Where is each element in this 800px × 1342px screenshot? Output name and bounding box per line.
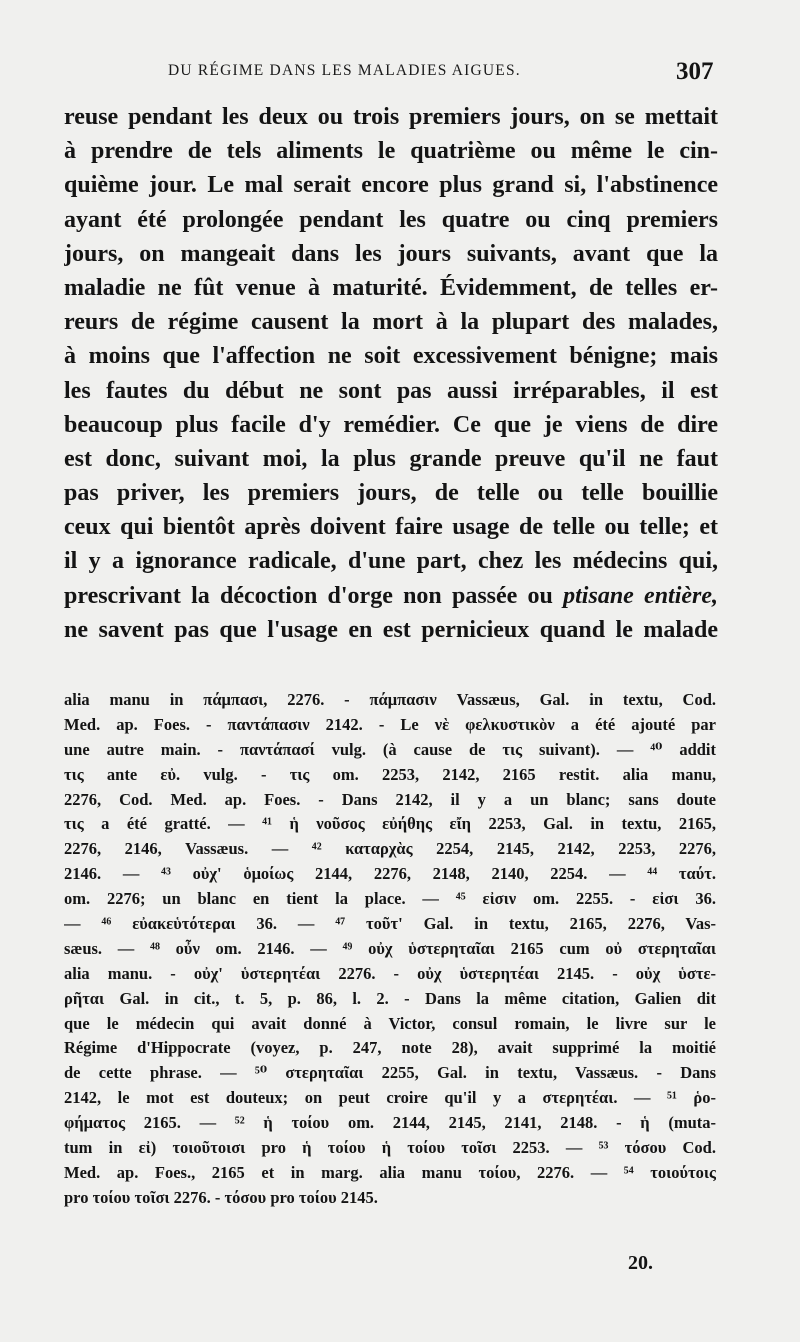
body-line: maladie ne fût venue à maturité. Évidemment, de telles er- — [64, 274, 718, 301]
body-line: pas priver, les premiers jours, de telle ou telle bouillie — [64, 480, 718, 507]
footnote-line: sæus. — ⁴⁸ οὖν om. 2146. — ⁴⁹ οὐχ ὑστερηταῖαι 2165 cum οὐ στερηταῖαι — [64, 938, 716, 958]
footnote-line: de cette phrase. — ⁵⁰ στερηταῖαι 2255, Gal. in textu, Vassæus. - Dans — [64, 1063, 716, 1083]
footnote-line: Régime d'Hippocrate (voyez, p. 247, note 28), avait supprimé la moitié — [64, 1038, 716, 1058]
footnote-line: que le médecin qui avait donné à Victor, consul romain, le livre sur le — [64, 1013, 716, 1033]
footnote-line: tum in εἰ) τοιοῦτοισι pro ἡ τοίου ἡ τοίου τοῖσι 2253. — ⁵³ τόσου Cod. — [64, 1138, 716, 1158]
footnote-line: 2142, le mot est douteux; on peut croire qu'il y a στερητέαι. — ⁵¹ ῥο- — [64, 1088, 716, 1108]
footnote-line: — ⁴⁶ εὐακεὑτότεραι 36. — ⁴⁷ τοῦτ' Gal. in textu, 2165, 2276, Vas- — [64, 914, 716, 934]
footnote-line: 2276, 2146, Vassæus. — ⁴² καταρχὰς 2254, 2145, 2142, 2253, 2276, — [64, 839, 716, 859]
footnote-line: τις ante εὐ. vulg. - τις om. 2253, 2142, 2165 restit. alia manu, — [64, 764, 716, 784]
body-line: beaucoup plus facile d'y remédier. Ce que je viens de dire — [64, 411, 718, 438]
main-text — [64, 100, 718, 647]
signature-mark: 20. — [628, 1252, 653, 1274]
body-line: il y a ignorance radicale, d'une part, chez les médecins qui, — [64, 548, 718, 575]
body-line: les fautes du début ne sont pas aussi irréparables, il est — [64, 377, 718, 404]
footnote-line: alia manu in πάμπασι, 2276. - πάμπασιν Vassæus, Gal. in textu, Cod. — [64, 690, 716, 709]
body-line: à moins que l'affection ne soit excessivement bénigne; mais — [64, 343, 718, 370]
footnote-line: pro τοίου τοῖσι 2276. - τόσου pro τοίου 2145. — [64, 1187, 378, 1207]
footnote-line: om. 2276; un blanc en tient la place. — ⁴⁵ εἰσιν om. 2255. - εἰσι 36. — [64, 889, 716, 909]
running-title: DU RÉGIME DANS LES MALADIES AIGUES. — [168, 62, 521, 79]
footnote-line: 2276, Cod. Med. ap. Foes. - Dans 2142, il y a un blanc; sans doute — [64, 789, 716, 809]
footnote-line: φήματος 2165. — ⁵² ἡ τοίου om. 2144, 2145, 2141, 2148. - ἡ (muta- — [64, 1113, 716, 1133]
footnote-line: ρῆται Gal. in cit., t. 5, p. 86, l. 2. - Dans la même citation, Galien dit — [64, 988, 716, 1008]
footnote-line: Med. ap. Foes., 2165 et in marg. alia manu τοίου, 2276. — ⁵⁴ τοιούτοις — [64, 1162, 716, 1182]
body-line: ayant été prolongée pendant les quatre ou cinq premiers — [64, 206, 718, 233]
body-line: reurs de régime causent la mort à la plupart des malades, — [64, 309, 718, 336]
body-line: ceux qui bientôt après doivent faire usage de telle ou telle; et — [64, 514, 718, 541]
body-line-text: prescrivant la décoction d'orge non passée ou — [64, 582, 553, 609]
footnote-line: 2146. — ⁴³ οὐχ' ὁμοίως 2144, 2276, 2148, 2140, 2254. — ⁴⁴ ταύτ. — [64, 864, 716, 884]
body-line: ne savent pas que l'usage en est pernicieux quand le malade — [64, 616, 718, 643]
footnote-line: τις a été gratté. — ⁴¹ ἡ νοῦσος εὐήθης εἴη 2253, Gal. in textu, 2165, — [64, 814, 716, 834]
body-line — [64, 579, 718, 613]
body-line: reuse pendant les deux ou trois premiers jours, on se mettait — [64, 104, 718, 130]
footnote-line: alia manu. - οὐχ' ὑστερητέαι 2276. - οὐχ ὑστερητέαι 2145. - οὐχ ὑστε- — [64, 963, 716, 983]
footnote-line: une autre main. - παντάπασί vulg. (à cause de τις suivant). — ⁴⁰ addit — [64, 739, 716, 759]
footnotes — [64, 688, 716, 1211]
italic-term: ptisane entière, — [563, 582, 718, 609]
footnote-line: Med. ap. Foes. - παντάπασιν 2142. - Le νὲ φελκυστικὸν a été ajouté par — [64, 714, 716, 734]
body-line: quième jour. Le mal serait encore plus grand si, l'abstinence — [64, 172, 718, 199]
body-line: à prendre de tels aliments le quatrième ou même le cin- — [64, 138, 718, 165]
body-line: jours, on mangeait dans les jours suivants, avant que la — [64, 240, 718, 267]
page-number: 307 — [676, 58, 714, 85]
body-line: est donc, suivant moi, la plus grande preuve qu'il ne faut — [64, 445, 718, 472]
